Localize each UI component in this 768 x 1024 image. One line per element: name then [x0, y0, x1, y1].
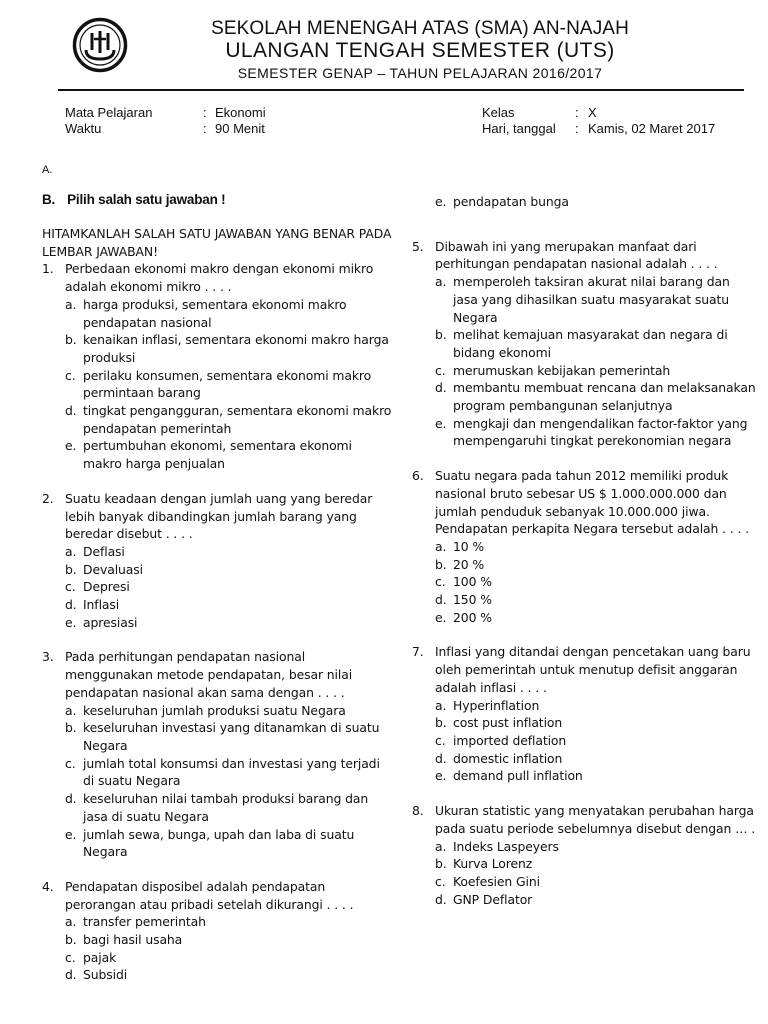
answer-option	[435, 556, 757, 574]
option-letter: b.	[65, 561, 77, 577]
answer-option	[65, 949, 392, 967]
option-letter: b.	[435, 856, 447, 872]
left-column	[42, 225, 392, 984]
answer-option	[65, 931, 392, 949]
option-letter: a.	[435, 697, 447, 713]
question-text: Suatu negara pada tahun 2012 memiliki produk nasional bruto sebesar US $ 1.000.000.000 dan jumlah penduduk sebanyak 10.000.000 jiwa. Pendapatan perkapita Negara tersebut adalah . . . .	[435, 468, 749, 537]
option-text: pertumbuhan ekonomi, sementara ekonomi makro harga penjualan	[83, 438, 352, 472]
option-text: memperoleh taksiran akurat nilai barang dan jasa yang dihasilkan suatu masyarakat suatu Negara	[453, 274, 730, 325]
exam-header	[0, 0, 768, 94]
answer-option	[65, 367, 392, 402]
answer-option	[65, 790, 392, 825]
time-value: 90 Menit	[215, 121, 265, 136]
question-4	[42, 878, 392, 984]
answer-option	[435, 379, 757, 414]
option-letter: a.	[65, 702, 77, 718]
question-text: Ukuran statistic yang menyatakan perubahan harga pada suatu periode sebelumnya disebut dengan … .	[435, 803, 756, 836]
option-letter: c.	[65, 949, 76, 965]
question-text: Perbedaan ekonomi makro dengan ekonomi mikro adalah ekonomi mikro . . . .	[65, 261, 374, 295]
option-letter: e.	[65, 614, 77, 630]
option-letter: a.	[435, 538, 447, 554]
option-text: harga produksi, sementara ekonomi makro pendapatan nasional	[83, 296, 347, 330]
answer-option	[435, 891, 757, 909]
option-letter: d.	[435, 750, 447, 766]
option-letter: b.	[435, 327, 447, 343]
answer-option	[435, 273, 757, 326]
option-text: bagi hasil usaha	[83, 932, 183, 948]
section-b-text: Pilih salah satu jawaban !	[67, 192, 226, 207]
semester-line: SEMESTER GENAP – TAHUN PELAJARAN 2016/2017	[237, 65, 603, 81]
option-letter: a.	[435, 274, 447, 290]
question-number: 6.	[412, 468, 424, 484]
answer-option	[435, 714, 757, 732]
question-number: 4.	[42, 878, 54, 894]
option-letter: d.	[65, 597, 77, 613]
option-text: tingkat pengangguran, sementara ekonomi makro pendapatan pemerintah	[83, 403, 392, 436]
option-letter: c.	[65, 579, 76, 595]
question-number: 2.	[42, 490, 54, 506]
answer-option	[435, 838, 757, 856]
option-text: 20 %	[453, 556, 485, 572]
option-text: membantu membuat rencana dan melaksanakan program pembangunan selanjutnya	[453, 380, 756, 414]
option-letter: b.	[65, 720, 77, 736]
option-letter: a.	[65, 296, 77, 312]
date-sep: :	[575, 121, 579, 136]
question-number: 3.	[42, 649, 54, 665]
option-text: keseluruhan jumlah produksi suatu Negara	[83, 702, 346, 718]
answer-option	[435, 697, 757, 715]
option-letter: b.	[435, 556, 447, 572]
answer-option	[435, 573, 757, 591]
question-number: 5.	[412, 238, 424, 254]
answer-option	[435, 732, 757, 750]
option-text: Koefesien Gini	[453, 873, 540, 889]
question-1	[42, 260, 392, 472]
option-letter: e.	[65, 826, 77, 842]
answer-option	[435, 855, 757, 873]
option-text: 150 %	[453, 592, 492, 608]
question-continued	[412, 193, 757, 211]
question-number: 7.	[412, 644, 424, 660]
option-letter: c.	[435, 732, 446, 748]
answer-option	[65, 755, 392, 790]
option-letter: e.	[435, 609, 447, 625]
option-text: keseluruhan nilai tambah produksi barang dan jasa di suatu Negara	[83, 791, 369, 824]
answer-option	[65, 719, 392, 754]
option-letter: b.	[65, 932, 77, 948]
option-text: perilaku konsumen, sementara ekonomi makro permintaan barang	[83, 367, 372, 401]
option-letter: d.	[65, 403, 77, 419]
option-text: keseluruhan investasi yang ditanamkan di suatu Negara	[83, 720, 380, 753]
option-text: Depresi	[83, 579, 130, 595]
option-text: demand pull inflation	[453, 768, 583, 784]
date-value: Kamis, 02 Maret 2017	[588, 121, 716, 136]
option-text: Indeks Laspeyers	[453, 838, 559, 854]
answer-instruction: HITAMKANLAH SALAH SATU JAWABAN YANG BENAR PADA LEMBAR JAWABAN!	[42, 226, 392, 259]
option-text: Inflasi	[83, 597, 120, 613]
question-text: Pendapatan disposibel adalah pendapatan perorangan atau pribadi setelah dikurangi . . . .	[65, 878, 354, 912]
option-text: 10 %	[453, 538, 485, 554]
school-name: SEKOLAH MENENGAH ATAS (SMA) AN-NAJAH	[211, 18, 629, 39]
question-text: Inflasi yang ditandai dengan pencetakan uang baru oleh pemerintah untuk menutup defisit anggaran adalah inflasi . . . .	[435, 644, 751, 695]
answer-option	[435, 362, 757, 380]
answer-option	[65, 966, 392, 984]
question-text: Suatu keadaan dengan jumlah uang yang beredar lebih banyak dibandingkan jumlah barang yang beredar disebut . . . .	[65, 490, 373, 542]
answer-option	[65, 702, 392, 720]
option-text: Deflasi	[83, 543, 125, 559]
question-text: Dibawah ini yang merupakan manfaat dari perhitungan pendapatan nasional adalah . . . .	[435, 238, 718, 272]
answer-option	[65, 826, 392, 861]
option-letter: c.	[65, 367, 76, 383]
question-2	[42, 490, 392, 632]
option-letter: c.	[65, 755, 76, 771]
answer-option	[435, 591, 757, 609]
answer-option	[435, 415, 757, 450]
answer-option	[65, 331, 392, 366]
answer-option	[435, 538, 757, 556]
answer-option	[435, 609, 757, 627]
date-label: Hari, tanggal	[482, 121, 556, 136]
option-letter: c.	[435, 362, 446, 378]
option-letter: d.	[65, 791, 77, 807]
answer-option	[435, 326, 757, 361]
question-number: 1.	[42, 261, 54, 277]
option-text: cost pust inflation	[453, 715, 563, 731]
answer-option	[65, 402, 392, 437]
subject-value: Ekonomi	[215, 105, 266, 120]
option-text: Devaluasi	[83, 561, 143, 577]
question-8	[412, 802, 757, 908]
question-3	[42, 648, 392, 860]
time-label: Waktu	[65, 121, 102, 136]
class-value: X	[588, 105, 597, 120]
option-letter: e.	[435, 194, 447, 209]
question-number: 8.	[412, 803, 424, 819]
class-sep: :	[575, 105, 579, 120]
answer-option	[65, 437, 392, 472]
option-text: merumuskan kebijakan pemerintah	[453, 362, 671, 378]
option-letter: e.	[435, 768, 447, 784]
option-text: melihat kemajuan masyarakat dan negara di bidang ekonomi	[453, 327, 728, 360]
answer-option	[435, 750, 757, 768]
question-5	[412, 238, 757, 450]
answer-option	[65, 296, 392, 331]
option-letter: b.	[435, 715, 447, 731]
answer-option	[65, 913, 392, 931]
option-text: 100 %	[453, 574, 492, 590]
question-text: Pada perhitungan pendapatan nasional menggunakan metode pendapatan, besar nilai pendapatan nasional akan sama dengan . . . .	[65, 649, 353, 700]
answer-option	[435, 873, 757, 891]
answer-option	[65, 596, 392, 614]
option-letter: c.	[435, 574, 446, 590]
option-text: pajak	[83, 949, 117, 965]
option-text: jumlah sewa, bunga, upah dan laba di suatu Negara	[83, 826, 355, 860]
option-letter: d.	[65, 967, 77, 983]
option-letter: e.	[65, 438, 77, 454]
answer-option	[65, 543, 392, 561]
answer-option	[435, 767, 757, 785]
answer-option	[435, 193, 757, 211]
option-letter: d.	[435, 891, 447, 907]
option-text: transfer pemerintah	[83, 914, 206, 930]
option-text: mengkaji dan mengendalikan factor-faktor yang mempengaruhi tingkat perekonomian negara	[453, 415, 748, 449]
option-letter: d.	[435, 592, 447, 608]
option-text: Kurva Lorenz	[453, 856, 533, 872]
option-text: apresiasi	[83, 614, 138, 630]
answer-option	[65, 561, 392, 579]
option-text: jumlah total konsumsi dan investasi yang terjadi di suatu Negara	[83, 755, 380, 789]
option-letter: d.	[435, 380, 447, 396]
class-label: Kelas	[482, 105, 515, 120]
subject-sep: :	[203, 105, 207, 120]
answer-option	[65, 578, 392, 596]
option-text: 200 %	[453, 609, 492, 625]
header-divider	[58, 89, 744, 91]
section-b-number: B.	[42, 192, 56, 207]
section-b-heading	[42, 192, 225, 207]
option-letter: e.	[435, 415, 447, 431]
subject-label: Mata Pelajaran	[65, 105, 153, 120]
right-column	[412, 193, 757, 908]
option-letter: a.	[65, 914, 77, 930]
option-text: kenaikan inflasi, sementara ekonomi makro harga produksi	[83, 332, 389, 365]
option-text: domestic inflation	[453, 750, 563, 766]
exam-title: ULANGAN TENGAH SEMESTER (UTS)	[225, 39, 615, 62]
section-a-label: A.	[42, 164, 53, 176]
school-logo-icon	[72, 17, 128, 73]
answer-option	[65, 614, 392, 632]
option-letter: a.	[435, 838, 447, 854]
option-text: imported deflation	[453, 732, 567, 748]
option-text: GNP Deflator	[453, 891, 533, 907]
question-6	[412, 467, 757, 626]
option-text: Subsidi	[83, 967, 128, 983]
option-letter: a.	[65, 543, 77, 559]
question-7	[412, 643, 757, 785]
option-letter: b.	[65, 332, 77, 348]
time-sep: :	[203, 121, 207, 136]
option-letter: c.	[435, 873, 446, 889]
option-text: pendapatan bunga	[453, 194, 569, 209]
option-text: Hyperinflation	[453, 697, 540, 713]
